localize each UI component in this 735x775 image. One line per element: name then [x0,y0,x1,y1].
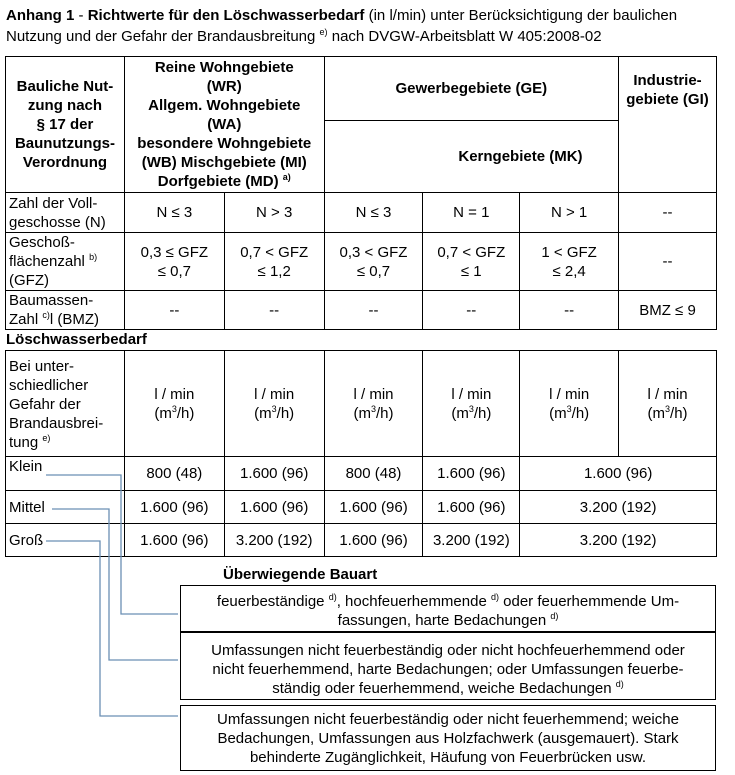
cell-gfz: 1 < GFZ ≤ 2,4 [520,233,619,291]
connector-gross [46,541,178,716]
cell-mittel: 1.600 (96) [124,491,224,524]
header-kerngebiete: Kerngebiete (MK) [423,121,619,193]
cell-klein: 1.600 (96) [520,457,717,491]
loeschwasser-heading: Löschwasserbedarf [6,331,147,348]
cell-gross: 3.200 (192) [224,524,324,557]
cell-n: N > 3 [224,193,324,233]
cell-mittel: 3.200 (192) [520,491,717,524]
cell-gross: 3.200 (192) [423,524,520,557]
cell-gross: 1.600 (96) [324,524,423,557]
cell-bmz: BMZ ≤ 9 [619,291,717,330]
cell-bmz: -- [124,291,224,330]
document-title: Anhang 1 - Richtwerte für den Löschwasserbedarf (in l/min) unter Berücksichtigung der baulichen Nutzung und der Gefahr der Brandausbreitung $^{e)}$ nach DVGW-Arbeitsblatt W 405:2008-02 [6,7,678,45]
cell-gfz: 0,3 < GFZ ≤ 0,7 [324,233,423,291]
cell-bmz: -- [324,291,423,330]
cell-klein: 1.600 (96) [423,457,520,491]
header-bauliche-nutzung: Bauliche Nut- zung nach § 17 der Baunutzungs- Verordnung [6,57,125,193]
row-label-vollgeschosse: Zahl der Voll- geschosse (N) [6,193,125,233]
cell-klein: 800 (48) [124,457,224,491]
cell-n: -- [619,193,717,233]
connector-mittel [52,509,178,660]
cell-bmz: -- [520,291,619,330]
cell-gross: 1.600 (96) [124,524,224,557]
unit-cell: l / min $(m^3/h)$ [324,351,423,457]
cell-gfz: 0,3 ≤ GFZ ≤ 0,7 [124,233,224,291]
row-label-gross: Groß [6,524,125,557]
cell-gross: 3.200 (192) [520,524,717,557]
row-label-mittel: Mittel [6,491,125,524]
header-wohngebiete: Reine Wohngebiete (WR) Allgem. Wohngebiete (WA) besondere Wohngebiete (WB) Mischgebiete (MI) Dorfgebiete (MD) $^{a)}$ [124,57,324,193]
row-label-klein: Klein [6,457,125,491]
unit-cell: l / min $(m^3/h)$ [124,351,224,457]
cell-mittel: 1.600 (96) [324,491,423,524]
bauart-box-gross: Umfassungen nicht feuerbeständig oder nicht feuerhemmend; weiche Bedachungen, Umfassungen aus Holzfachwerk (ausgemauert). Stark behinderte Zugänglichkeit, Häufung von Feuerbrücken usw. [180,705,716,771]
cell-n: N ≤ 3 [324,193,423,233]
row-label-gefahr: Bei unter- schiedlicher Gefahr der Brandausbrei- tung $^{e)}$ [6,351,125,457]
cell-bmz: -- [423,291,520,330]
cell-n: N ≤ 3 [124,193,224,233]
connector-klein [46,475,178,614]
row-label-gfz: Geschoß- flächenzahl $^{b)}$ (GFZ) [6,233,125,291]
cell-gfz: 0,7 < GFZ ≤ 1 [423,233,520,291]
bauart-title: Überwiegende Bauart [223,566,378,583]
cell-klein: 1.600 (96) [224,457,324,491]
cell-mittel: 1.600 (96) [224,491,324,524]
unit-cell: l / min $(m^3/h)$ [224,351,324,457]
cell-mittel: 1.600 (96) [423,491,520,524]
cell-n: N > 1 [520,193,619,233]
unit-cell: l / min $(m^3/h)$ [423,351,520,457]
row-label-bmz: Baumassen- Zahl $^{c)}$l (BMZ) [6,291,125,330]
header-industriegebiete: Industrie- gebiete (GI) [619,57,717,193]
cell-n: N = 1 [423,193,520,233]
cell-bmz: -- [224,291,324,330]
unit-cell: l / min $(m^3/h)$ [520,351,619,457]
cell-klein: 800 (48) [324,457,423,491]
cell-gfz: -- [619,233,717,291]
bauart-box-klein: feuerbeständige $^{d)}$, hochfeuerhemmende $^{d)}$ oder feuerhemmende Um- fassungen, harte Bedachungen $^{d)}$ [180,585,716,632]
cell-gfz: 0,7 < GFZ ≤ 1,2 [224,233,324,291]
unit-cell: l / min $(m^3/h)$ [619,351,717,457]
bauart-box-mittel: Umfassungen nicht feuerbeständig oder nicht hochfeuerhemmend oder nicht feuerhemmend, harte Bedachungen; oder Umfassungen feuerbe- ständig oder feuerhemmend, weiche Bedachungen $^{d)}$ [180,632,716,700]
header-gewerbegebiete: Gewerbegebiete (GE) [324,57,618,121]
